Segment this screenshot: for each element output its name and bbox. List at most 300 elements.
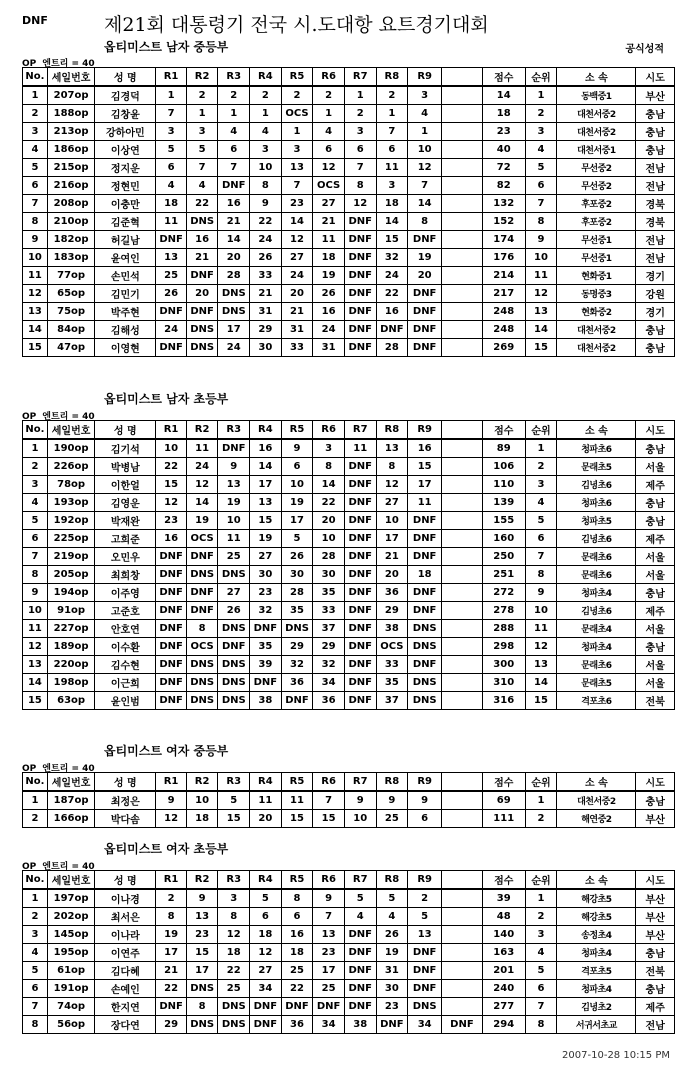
table-row bbox=[23, 602, 675, 620]
table-cell: DNF bbox=[186, 267, 218, 285]
table-cell: 7 bbox=[376, 123, 408, 141]
table-cell: DNS bbox=[408, 638, 442, 656]
table-cell: 서울 bbox=[636, 566, 675, 584]
table-cell: 14 bbox=[313, 476, 345, 494]
table-cell: 15 bbox=[313, 810, 345, 828]
table-cell: 충남 bbox=[636, 584, 675, 602]
table-cell: 17 bbox=[408, 476, 442, 494]
column-header: 시도 bbox=[636, 773, 675, 792]
table-row bbox=[23, 638, 675, 656]
table-row bbox=[23, 195, 675, 213]
table-cell: 13 bbox=[156, 249, 187, 267]
class-code: OP bbox=[22, 764, 37, 774]
table-cell: 30 bbox=[313, 566, 345, 584]
table-cell bbox=[442, 530, 483, 548]
table-cell: 12 bbox=[23, 285, 48, 303]
table-cell: 청파초6 bbox=[557, 494, 636, 512]
table-cell: 전남 bbox=[636, 159, 675, 177]
table-cell: 1 bbox=[313, 105, 345, 123]
table-cell: 충남 bbox=[636, 512, 675, 530]
entry-count: 엔트리 = 40 bbox=[42, 764, 95, 774]
table-row bbox=[23, 159, 675, 177]
table-cell: 8 bbox=[186, 998, 218, 1016]
table-cell: OCS bbox=[313, 177, 345, 195]
table-cell bbox=[442, 620, 483, 638]
table-cell: 23 bbox=[186, 926, 218, 944]
table-row bbox=[23, 620, 675, 638]
table-cell: 29 bbox=[313, 638, 345, 656]
table-cell: 32 bbox=[281, 656, 313, 674]
table-cell: 12 bbox=[376, 476, 408, 494]
table-cell: 17 bbox=[250, 476, 282, 494]
column-header: R1 bbox=[156, 68, 187, 87]
table-cell: 8 bbox=[525, 566, 557, 584]
table-cell: 31 bbox=[376, 962, 408, 980]
table-cell: 288 bbox=[482, 620, 525, 638]
table-cell: 부산 bbox=[636, 86, 675, 105]
table-cell: 5 bbox=[218, 791, 250, 810]
table-cell: 강원 bbox=[636, 285, 675, 303]
table-cell: 12 bbox=[156, 810, 187, 828]
table-cell: 35 bbox=[250, 638, 282, 656]
table-cell bbox=[442, 141, 483, 159]
table-cell: 4 bbox=[23, 494, 48, 512]
table-cell: 1 bbox=[23, 439, 48, 458]
table-cell: 고준호 bbox=[95, 602, 156, 620]
table-cell: 15 bbox=[218, 810, 250, 828]
table-cell: 3 bbox=[313, 439, 345, 458]
table-cell bbox=[442, 231, 483, 249]
table-cell: 195op bbox=[47, 944, 94, 962]
column-header: R3 bbox=[218, 871, 250, 890]
table-cell bbox=[442, 285, 483, 303]
table-cell: 18 bbox=[218, 944, 250, 962]
table-cell: 10 bbox=[408, 141, 442, 159]
table-cell: 14 bbox=[482, 86, 525, 105]
table-cell: 32 bbox=[376, 249, 408, 267]
table-cell: 5 bbox=[376, 889, 408, 908]
table-cell: 186op bbox=[47, 141, 94, 159]
table-cell: 9 bbox=[344, 791, 376, 810]
table-cell: 3 bbox=[525, 123, 557, 141]
table-cell: 26 bbox=[281, 548, 313, 566]
table-cell: 최희창 bbox=[95, 566, 156, 584]
table-cell: DNF bbox=[156, 303, 187, 321]
table-cell: 윤여인 bbox=[95, 249, 156, 267]
column-header: 성 명 bbox=[95, 871, 156, 890]
table-cell: DNF bbox=[408, 602, 442, 620]
table-cell: 210op bbox=[47, 213, 94, 231]
table-row bbox=[23, 86, 675, 105]
table-cell: 6 bbox=[525, 530, 557, 548]
table-cell: 무선중2 bbox=[557, 177, 636, 195]
table-cell bbox=[442, 926, 483, 944]
table-cell: DNS bbox=[186, 339, 218, 357]
table-cell: 16 bbox=[376, 303, 408, 321]
table-cell: DNF bbox=[281, 998, 313, 1016]
table-cell: 5 bbox=[250, 889, 282, 908]
table-cell: 39 bbox=[250, 656, 282, 674]
table-row bbox=[23, 908, 675, 926]
column-header: No. bbox=[23, 871, 48, 890]
table-cell: 1 bbox=[376, 105, 408, 123]
table-cell: 10 bbox=[23, 602, 48, 620]
table-cell: 21 bbox=[313, 213, 345, 231]
table-cell: 5 bbox=[23, 159, 48, 177]
table-cell: DNF bbox=[344, 494, 376, 512]
table-cell: 11 bbox=[376, 159, 408, 177]
table-cell: 13 bbox=[525, 656, 557, 674]
column-header: R1 bbox=[156, 773, 187, 792]
table-cell: 김수현 bbox=[95, 656, 156, 674]
table-cell: 고희준 bbox=[95, 530, 156, 548]
table-cell: 82 bbox=[482, 177, 525, 195]
table-cell: 24 bbox=[250, 231, 282, 249]
table-cell bbox=[442, 998, 483, 1016]
table-cell: 12 bbox=[525, 285, 557, 303]
table-cell: 19 bbox=[408, 249, 442, 267]
table-cell: OCS bbox=[186, 638, 218, 656]
column-header: No. bbox=[23, 421, 48, 440]
table-cell: DNF bbox=[156, 656, 187, 674]
table-cell: 9 bbox=[156, 791, 187, 810]
column-header: R5 bbox=[281, 421, 313, 440]
column-header: R3 bbox=[218, 421, 250, 440]
table-cell: 26 bbox=[250, 249, 282, 267]
table-row bbox=[23, 548, 675, 566]
column-header: R7 bbox=[344, 773, 376, 792]
section-title: 옵티미스트 여자 중등부 bbox=[104, 744, 229, 758]
table-cell: 9 bbox=[525, 231, 557, 249]
table-cell: DNS bbox=[186, 321, 218, 339]
table-cell: 24 bbox=[313, 321, 345, 339]
table-cell: 6 bbox=[281, 458, 313, 476]
table-cell: 4 bbox=[23, 944, 48, 962]
column-header: R1 bbox=[156, 871, 187, 890]
table-cell bbox=[442, 321, 483, 339]
column-header: R2 bbox=[186, 68, 218, 87]
column-header: 시도 bbox=[636, 871, 675, 890]
table-cell: 1 bbox=[23, 791, 48, 810]
table-cell: 14 bbox=[281, 213, 313, 231]
results-table bbox=[22, 772, 675, 828]
table-cell: 214 bbox=[482, 267, 525, 285]
table-cell: DNS bbox=[218, 998, 250, 1016]
table-cell: 33 bbox=[281, 339, 313, 357]
table-cell: DNS bbox=[186, 692, 218, 710]
table-cell: 19 bbox=[250, 530, 282, 548]
table-cell: DNF bbox=[344, 213, 376, 231]
table-cell bbox=[442, 889, 483, 908]
column-header: R6 bbox=[313, 421, 345, 440]
table-cell bbox=[442, 962, 483, 980]
table-cell: 김민기 bbox=[95, 285, 156, 303]
table-cell: 박재완 bbox=[95, 512, 156, 530]
table-header-row bbox=[23, 68, 675, 87]
table-cell: 이수환 bbox=[95, 638, 156, 656]
table-cell: 176 bbox=[482, 249, 525, 267]
table-cell: 문래초6 bbox=[557, 656, 636, 674]
table-cell: 한지연 bbox=[95, 998, 156, 1016]
table-cell: 28 bbox=[281, 584, 313, 602]
table-cell: 7 bbox=[23, 195, 48, 213]
table-cell: 24 bbox=[376, 267, 408, 285]
table-row bbox=[23, 141, 675, 159]
column-header: R3 bbox=[218, 68, 250, 87]
table-cell: 10 bbox=[313, 530, 345, 548]
table-cell: 김녕초2 bbox=[557, 998, 636, 1016]
table-cell: 14 bbox=[186, 494, 218, 512]
table-cell: 31 bbox=[281, 321, 313, 339]
table-cell: DNS bbox=[218, 620, 250, 638]
page-title: 제21회 대통령기 전국 시.도대항 요트경기대회 bbox=[104, 14, 489, 36]
table-cell: 서울 bbox=[636, 548, 675, 566]
table-cell: 해강초5 bbox=[557, 908, 636, 926]
table-cell bbox=[442, 791, 483, 810]
table-cell: DNF bbox=[408, 944, 442, 962]
table-row bbox=[23, 439, 675, 458]
table-cell: 8 bbox=[525, 1016, 557, 1034]
table-cell: 6 bbox=[23, 530, 48, 548]
table-cell: DNF bbox=[442, 1016, 483, 1034]
table-cell: 33 bbox=[376, 656, 408, 674]
table-cell: 294 bbox=[482, 1016, 525, 1034]
table-cell: 190op bbox=[47, 439, 94, 458]
table-cell bbox=[442, 458, 483, 476]
table-cell: 7 bbox=[313, 908, 345, 926]
table-cell: 무선중1 bbox=[557, 231, 636, 249]
table-cell: DNF bbox=[344, 962, 376, 980]
section-title: 옵티미스트 남자 중등부 bbox=[104, 40, 229, 54]
table-cell: 3 bbox=[525, 926, 557, 944]
table-cell: 4 bbox=[344, 908, 376, 926]
column-header: 점수 bbox=[482, 773, 525, 792]
table-cell: 65op bbox=[47, 285, 94, 303]
table-cell: 이상연 bbox=[95, 141, 156, 159]
table-cell: 10 bbox=[23, 249, 48, 267]
table-cell: 23 bbox=[482, 123, 525, 141]
table-cell: 15 bbox=[186, 944, 218, 962]
column-header: R7 bbox=[344, 871, 376, 890]
table-cell: 316 bbox=[482, 692, 525, 710]
table-cell: 33 bbox=[250, 267, 282, 285]
table-cell: 5 bbox=[344, 889, 376, 908]
table-row bbox=[23, 944, 675, 962]
table-cell: DNS bbox=[218, 285, 250, 303]
class-code: OP bbox=[22, 412, 37, 422]
table-cell: 20 bbox=[281, 285, 313, 303]
table-cell: 34 bbox=[250, 980, 282, 998]
column-header: R2 bbox=[186, 421, 218, 440]
table-cell: 16 bbox=[281, 926, 313, 944]
table-cell: 충남 bbox=[636, 791, 675, 810]
table-cell: 6 bbox=[525, 980, 557, 998]
table-cell: 송정초4 bbox=[557, 926, 636, 944]
table-cell: 19 bbox=[218, 494, 250, 512]
column-header: 세일번호 bbox=[47, 421, 94, 440]
table-cell: 8 bbox=[186, 620, 218, 638]
table-cell: 부산 bbox=[636, 908, 675, 926]
table-cell: 전남 bbox=[636, 1016, 675, 1034]
table-cell: 110 bbox=[482, 476, 525, 494]
table-cell: 이나라 bbox=[95, 926, 156, 944]
table-cell: 15 bbox=[408, 458, 442, 476]
table-cell: 전남 bbox=[636, 177, 675, 195]
table-cell: 3 bbox=[23, 926, 48, 944]
column-header: 성 명 bbox=[95, 68, 156, 87]
table-cell: DNF bbox=[156, 620, 187, 638]
table-cell: 21 bbox=[186, 249, 218, 267]
column-header: 순위 bbox=[525, 421, 557, 440]
table-cell bbox=[442, 267, 483, 285]
table-cell: DNF bbox=[156, 602, 187, 620]
table-cell: 38 bbox=[376, 620, 408, 638]
table-cell: 38 bbox=[344, 1016, 376, 1034]
table-header-row bbox=[23, 773, 675, 792]
table-cell: 22 bbox=[218, 962, 250, 980]
table-cell: 1 bbox=[344, 86, 376, 105]
table-cell: 1 bbox=[525, 791, 557, 810]
timestamp: 2007-10-28 10:15 PM bbox=[562, 1050, 670, 1061]
column-header: 시도 bbox=[636, 421, 675, 440]
table-row bbox=[23, 303, 675, 321]
table-cell: 32 bbox=[313, 656, 345, 674]
column-header: R5 bbox=[281, 773, 313, 792]
table-cell: 김녕초6 bbox=[557, 530, 636, 548]
table-cell: 5 bbox=[23, 512, 48, 530]
table-cell: 5 bbox=[408, 908, 442, 926]
table-row bbox=[23, 285, 675, 303]
table-cell: 14 bbox=[525, 321, 557, 339]
table-cell: 청파초4 bbox=[557, 638, 636, 656]
table-cell: 박주현 bbox=[95, 303, 156, 321]
table-cell: 27 bbox=[218, 584, 250, 602]
table-cell: DNF bbox=[156, 548, 187, 566]
table-cell: DNF bbox=[344, 944, 376, 962]
table-cell: 207op bbox=[47, 86, 94, 105]
table-cell: DNF bbox=[344, 249, 376, 267]
table-cell: 220op bbox=[47, 656, 94, 674]
table-cell: DNF bbox=[344, 674, 376, 692]
table-cell: 197op bbox=[47, 889, 94, 908]
table-cell bbox=[442, 105, 483, 123]
table-cell: 이영현 bbox=[95, 339, 156, 357]
table-cell: DNS bbox=[218, 674, 250, 692]
table-cell: 7 bbox=[344, 159, 376, 177]
table-cell: 36 bbox=[313, 692, 345, 710]
table-cell: 31 bbox=[313, 339, 345, 357]
table-cell: 11 bbox=[186, 439, 218, 458]
table-cell: 장다연 bbox=[95, 1016, 156, 1034]
table-cell: 6 bbox=[313, 141, 345, 159]
table-row bbox=[23, 177, 675, 195]
table-cell: 1 bbox=[408, 123, 442, 141]
table-cell: 27 bbox=[376, 494, 408, 512]
table-cell: 대천서중2 bbox=[557, 123, 636, 141]
table-cell: 240 bbox=[482, 980, 525, 998]
table-cell: 1 bbox=[525, 889, 557, 908]
table-cell: 이한얼 bbox=[95, 476, 156, 494]
table-cell: 청파초4 bbox=[557, 980, 636, 998]
table-cell: 11 bbox=[525, 620, 557, 638]
table-cell: 제주 bbox=[636, 530, 675, 548]
column-header: R1 bbox=[156, 421, 187, 440]
table-cell: 9 bbox=[218, 458, 250, 476]
table-cell: DNF bbox=[376, 1016, 408, 1034]
column-header: 순위 bbox=[525, 773, 557, 792]
table-cell: 217 bbox=[482, 285, 525, 303]
table-cell: 충남 bbox=[636, 141, 675, 159]
table-cell: DNF bbox=[218, 177, 250, 195]
table-cell: 5 bbox=[186, 141, 218, 159]
table-cell: 4 bbox=[23, 141, 48, 159]
table-cell: 9 bbox=[408, 791, 442, 810]
table-cell: 16 bbox=[408, 439, 442, 458]
table-cell: 187op bbox=[47, 791, 94, 810]
column-header: R8 bbox=[376, 421, 408, 440]
table-cell: DNF bbox=[344, 602, 376, 620]
results-table bbox=[22, 870, 675, 1034]
table-cell: 4 bbox=[408, 105, 442, 123]
table-cell: 251 bbox=[482, 566, 525, 584]
table-cell: 300 bbox=[482, 656, 525, 674]
column-header: R9 bbox=[408, 421, 442, 440]
table-cell: 29 bbox=[250, 321, 282, 339]
table-cell: DNF bbox=[250, 674, 282, 692]
table-cell: 35 bbox=[281, 602, 313, 620]
table-cell: 청파초6 bbox=[557, 439, 636, 458]
table-cell: 충남 bbox=[636, 980, 675, 998]
table-cell: 제주 bbox=[636, 602, 675, 620]
table-cell: DNF bbox=[186, 548, 218, 566]
table-cell: 2 bbox=[23, 908, 48, 926]
table-cell: 8 bbox=[313, 458, 345, 476]
table-cell: 전남 bbox=[636, 249, 675, 267]
table-cell: 5 bbox=[23, 962, 48, 980]
table-cell: 8 bbox=[23, 566, 48, 584]
table-cell: 7 bbox=[281, 177, 313, 195]
table-cell: 27 bbox=[281, 249, 313, 267]
table-cell: 194op bbox=[47, 584, 94, 602]
table-cell: DNF bbox=[344, 512, 376, 530]
column-header: 소 속 bbox=[557, 421, 636, 440]
section-title: 옵티미스트 남자 초등부 bbox=[104, 392, 229, 406]
table-cell: 17 bbox=[376, 530, 408, 548]
table-cell: 35 bbox=[313, 584, 345, 602]
table-row bbox=[23, 105, 675, 123]
table-cell: 14 bbox=[23, 321, 48, 339]
table-cell: 198op bbox=[47, 674, 94, 692]
table-cell: 28 bbox=[376, 339, 408, 357]
table-cell: 38 bbox=[250, 692, 282, 710]
table-cell: OCS bbox=[281, 105, 313, 123]
table-cell: 91op bbox=[47, 602, 94, 620]
table-cell: 3 bbox=[218, 889, 250, 908]
table-cell: DNF bbox=[344, 548, 376, 566]
table-cell: 전북 bbox=[636, 962, 675, 980]
table-cell: 215op bbox=[47, 159, 94, 177]
table-cell: 111 bbox=[482, 810, 525, 828]
column-header: R9 bbox=[408, 68, 442, 87]
table-row bbox=[23, 692, 675, 710]
table-cell: 10 bbox=[525, 249, 557, 267]
table-cell: DNF bbox=[408, 548, 442, 566]
table-cell bbox=[442, 86, 483, 105]
table-cell: 160 bbox=[482, 530, 525, 548]
table-cell: 김창윤 bbox=[95, 105, 156, 123]
column-header: R4 bbox=[250, 421, 282, 440]
table-cell: 10 bbox=[344, 810, 376, 828]
